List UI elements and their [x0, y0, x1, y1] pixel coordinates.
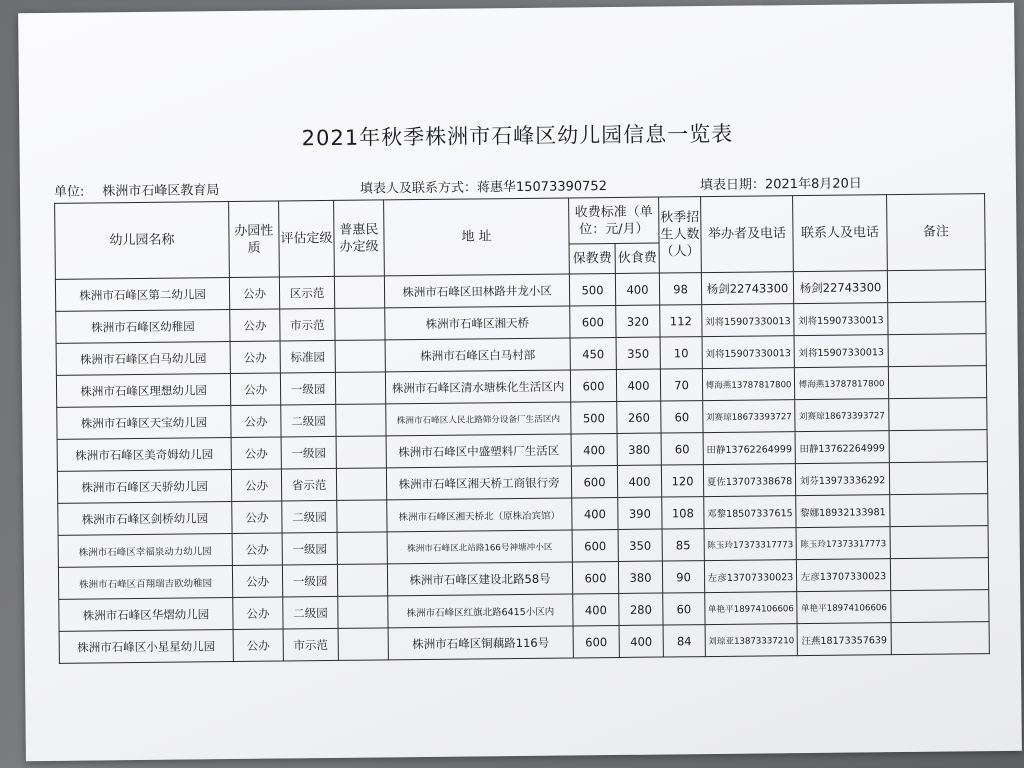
cell-note: [887, 270, 985, 303]
cell-address: 株洲市石峰区红旗北路6415小区内: [388, 594, 573, 628]
cell-organizer: 刘将15907330013: [702, 304, 794, 337]
cell-puhui: [336, 404, 386, 437]
cell-kindergarten-name: 株洲市石峰区第二幼儿园: [55, 278, 229, 312]
cell-address: 株洲市石峰区北站路166号神塘冲小区: [387, 530, 572, 564]
cell-puhui: [336, 468, 386, 501]
cell-puhui: [337, 564, 387, 597]
cell-rating: 一级园: [282, 532, 337, 565]
cell-address: 株洲市石峰区建设北路58号: [387, 562, 572, 596]
cell-fee-care: 400: [572, 497, 618, 529]
cell-note: [891, 590, 989, 623]
cell-rating: 二级园: [281, 404, 336, 437]
cell-rating: 市示范: [283, 628, 338, 661]
cell-rating: 一级园: [281, 436, 336, 469]
cell-organizer: 杨剑22743300: [701, 272, 793, 305]
cell-fee-care: 600: [570, 369, 616, 401]
cell-puhui: [334, 276, 384, 309]
header-address: 地 址: [384, 198, 570, 276]
cell-enroll: 120: [661, 465, 703, 497]
cell-fee-care: 600: [571, 465, 617, 497]
cell-nature: 公办: [230, 373, 280, 406]
cell-note: [890, 494, 988, 527]
header-enroll: 秋季招生人数（人）: [659, 197, 702, 273]
cell-kindergarten-name: 株洲市石峰区百翔瑞吉欧幼稚园: [58, 566, 232, 600]
cell-enroll: 60: [661, 433, 703, 465]
cell-contact: 刘芬13973336292: [795, 463, 889, 496]
cell-fee-food: 390: [618, 497, 662, 529]
cell-enroll: 108: [662, 497, 704, 529]
cell-address: 株洲市石峰区田林路井龙小区: [384, 274, 569, 308]
cell-rating: 二级园: [282, 500, 337, 533]
cell-organizer: 邓黎18507337615: [704, 496, 796, 529]
cell-enroll: 70: [660, 369, 702, 401]
cell-rating: 一级园: [280, 372, 335, 405]
cell-contact: 汪燕18173357639: [797, 623, 891, 656]
cell-puhui: [338, 628, 388, 661]
header-puhui: 普惠民办定级: [334, 200, 385, 277]
cell-fee-food: 400: [615, 273, 659, 305]
header-rating: 评估定级: [279, 200, 335, 277]
unit-value: 株洲市石峰区教育局: [102, 183, 220, 200]
cell-note: [889, 430, 987, 463]
cell-fee-food: 400: [616, 369, 660, 401]
cell-kindergarten-name: 株洲市石峰区幼稚园: [56, 310, 230, 344]
cell-nature: 公办: [232, 533, 282, 566]
cell-fee-food: 280: [619, 593, 663, 625]
header-fee: 收费标准（单位：元/月）: [569, 197, 659, 244]
cell-address: 株洲市石峰区清水塘株化生活区内: [385, 370, 570, 404]
header-note: 备注: [887, 194, 986, 271]
cell-note: [888, 366, 986, 399]
cell-fee-care: 500: [571, 401, 617, 433]
cell-rating: 市示范: [280, 308, 335, 341]
cell-rating: 省示范: [281, 468, 336, 501]
cell-enroll: 90: [662, 561, 704, 593]
cell-organizer: 傅海燕13787817800: [702, 368, 794, 401]
cell-enroll: 112: [660, 305, 702, 337]
cell-fee-care: 600: [572, 561, 618, 593]
kindergarten-table: [54, 193, 990, 664]
cell-organizer: 陈玉玲17373317773: [704, 528, 796, 561]
cell-address: 株洲市石峰区铜藕路116号: [388, 626, 573, 660]
cell-enroll: 98: [659, 273, 701, 305]
document-title: 2021年秋季株洲市石峰区幼儿园信息一览表: [301, 121, 734, 151]
cell-enroll: 10: [660, 337, 702, 369]
cell-note: [890, 526, 988, 559]
cell-fee-food: 260: [617, 401, 661, 433]
cell-nature: 公办: [230, 341, 280, 374]
cell-contact: 陈玉玲17373317773: [796, 527, 890, 560]
table-header: [55, 194, 986, 280]
cell-fee-care: 400: [573, 593, 619, 625]
cell-puhui: [337, 532, 387, 565]
cell-note: [891, 622, 989, 655]
cell-nature: 公办: [231, 437, 281, 470]
cell-contact: 黎娜18932133981: [796, 495, 890, 528]
cell-organizer: 左彦13707330023: [704, 560, 796, 593]
cell-note: [889, 398, 987, 431]
header-fee-food: 伙食费: [615, 243, 659, 273]
cell-note: [890, 558, 988, 591]
cell-nature: 公办: [233, 597, 283, 630]
unit-line: [54, 179, 220, 200]
cell-contact: 杨剑22743300: [793, 271, 887, 304]
header-organizer: 举办者及电话: [701, 196, 794, 273]
cell-organizer: 单艳平18974106606: [705, 592, 797, 625]
cell-puhui: [335, 372, 385, 405]
cell-kindergarten-name: 株洲市石峰区幸福泉动力幼儿园: [58, 534, 232, 568]
cell-rating: 一级园: [282, 564, 337, 597]
cell-address: 株洲市石峰区湘天桥工商银行旁: [386, 466, 571, 500]
cell-kindergarten-name: 株洲市石峰区剑桥幼儿园: [58, 502, 232, 536]
cell-fee-care: 600: [573, 625, 619, 657]
table-body: [55, 270, 989, 664]
cell-fee-food: 400: [619, 625, 663, 657]
cell-note: [888, 302, 986, 335]
cell-contact: 田静13762264999: [795, 431, 889, 464]
cell-address: 株洲市石峰区人民北路筛分设备厂生活区内: [386, 402, 571, 436]
cell-note: [888, 334, 986, 367]
cell-enroll: 85: [662, 529, 704, 561]
header-fee-care: 保教费: [569, 243, 615, 273]
cell-fee-care: 450: [570, 337, 616, 369]
cell-nature: 公办: [230, 309, 280, 342]
cell-note: [889, 462, 987, 495]
cell-contact: 傅海燕13787817800: [794, 367, 888, 400]
cell-puhui: [337, 500, 387, 533]
cell-enroll: 60: [661, 401, 703, 433]
cell-organizer: 夏佐13707338678: [703, 464, 795, 497]
cell-puhui: [335, 308, 385, 341]
header-contact: 联系人及电话: [793, 195, 888, 272]
cell-fee-care: 500: [569, 273, 615, 305]
cell-fee-food: 320: [616, 305, 660, 337]
cell-contact: 刘将15907330013: [794, 303, 888, 336]
cell-kindergarten-name: 株洲市石峰区白马幼儿园: [56, 342, 230, 376]
cell-contact: 刘赛琼18673393727: [795, 399, 889, 432]
filler-contact: 填表人及联系方式：蒋惠华15073390752: [359, 179, 608, 197]
fill-date: 填表日期：2021年8月20日: [699, 176, 862, 194]
cell-nature: 公办: [232, 565, 282, 598]
cell-rating: 二级园: [283, 596, 338, 629]
cell-nature: 公办: [233, 629, 283, 662]
paper-sheet: [18, 3, 1022, 761]
cell-rating: 标准园: [280, 340, 335, 373]
cell-nature: 公办: [232, 501, 282, 534]
cell-fee-food: 400: [617, 465, 661, 497]
header-nature: 办园性质: [229, 201, 280, 278]
cell-address: 株洲市石峰区湘天桥北（原株冶宾馆）: [387, 498, 572, 532]
cell-organizer: 田静13762264999: [703, 432, 795, 465]
cell-puhui: [338, 596, 388, 629]
unit-label: 单位:: [53, 184, 85, 200]
cell-rating: 区示范: [279, 276, 334, 309]
cell-kindergarten-name: 株洲市石峰区天骄幼儿园: [57, 470, 231, 504]
cell-contact: 刘将15907330013: [794, 335, 888, 368]
cell-enroll: 60: [663, 593, 705, 625]
cell-fee-food: 350: [616, 337, 660, 369]
cell-kindergarten-name: 株洲市石峰区理想幼儿园: [56, 374, 230, 408]
cell-address: 株洲市石峰区白马村部: [385, 338, 570, 372]
cell-organizer: 刘将15907330013: [702, 336, 794, 369]
cell-fee-care: 600: [570, 305, 616, 337]
cell-nature: 公办: [231, 469, 281, 502]
cell-contact: 左彦13707330023: [796, 559, 890, 592]
cell-puhui: [336, 436, 386, 469]
cell-enroll: 84: [663, 625, 705, 657]
cell-organizer: 刘琼亚13873337210: [705, 624, 797, 657]
header-name: 幼儿园名称: [55, 202, 230, 280]
cell-kindergarten-name: 株洲市石峰区天宝幼儿园: [57, 406, 231, 440]
cell-fee-food: 350: [618, 529, 662, 561]
cell-address: 株洲市石峰区中盛塑料厂生活区: [386, 434, 571, 468]
cell-fee-care: 600: [572, 529, 618, 561]
cell-fee-care: 400: [571, 433, 617, 465]
cell-kindergarten-name: 株洲市石峰区小星星幼儿园: [59, 630, 233, 664]
cell-organizer: 刘赛琼18673393727: [703, 400, 795, 433]
cell-fee-food: 380: [617, 433, 661, 465]
cell-nature: 公办: [229, 277, 279, 310]
cell-address: 株洲市石峰区湘天桥: [385, 306, 570, 340]
cell-nature: 公办: [231, 405, 281, 438]
cell-fee-food: 380: [618, 561, 662, 593]
cell-kindergarten-name: 株洲市石峰区美奇姆幼儿园: [57, 438, 231, 472]
cell-kindergarten-name: 株洲市石峰区华熠幼儿园: [59, 598, 233, 632]
cell-puhui: [335, 340, 385, 373]
cell-contact: 单艳平18974106606: [797, 591, 891, 624]
